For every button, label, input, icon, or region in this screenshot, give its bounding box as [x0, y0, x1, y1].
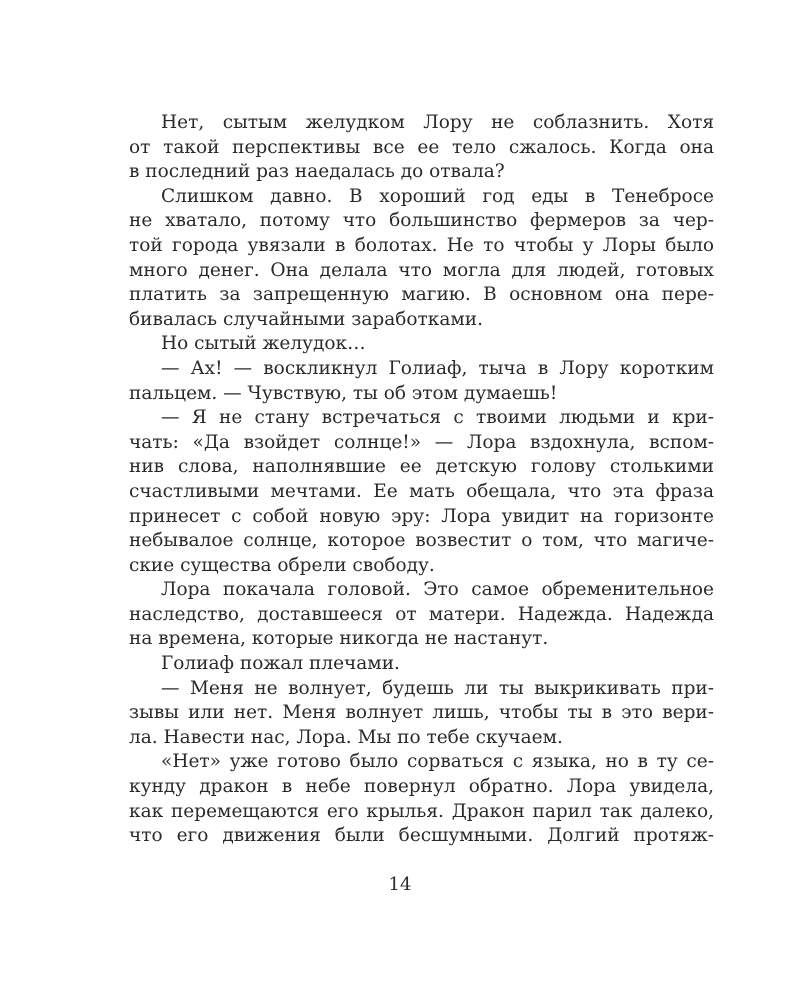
text-line: — Меня не волнует, будешь ли ты выкрикивать при- [161, 677, 714, 699]
text-line: нив слова, наполнявшие ее детскую голову столькими [129, 456, 714, 478]
text-line: от такой перспективы все ее тело сжалось. Когда она [129, 136, 714, 158]
text-line: что его движения были бесшумными. Долгий протяж- [129, 825, 714, 847]
text-line: бивалась случайными заработками. [129, 308, 483, 330]
text-line: Но сытый желудок… [161, 333, 366, 355]
text-line: принесет с собой новую эру: Лора увидит на горизонте [129, 505, 714, 527]
text-line: платить за запрещенную магию. В основном она пере- [129, 284, 714, 306]
text-line: не хватало, потому что большинство фермеров за чер- [129, 210, 714, 232]
text-line: много денег. Она делала что могла для людей, готовых [129, 259, 714, 281]
text-line: Лора покачала головой. Это самое обременительное [161, 579, 714, 601]
text-line: ла. Навести нас, Лора. Мы по тебе скучаем. [129, 726, 563, 748]
page-number: 14 [388, 874, 412, 895]
text-line: зывы или нет. Меня волнует лишь, чтобы ты в это вери- [129, 702, 714, 724]
text-line: небывалое солнце, которое возвестит о том, что магиче- [129, 530, 714, 552]
text-line: кунду дракон в небе повернул обратно. Лора увидела, [129, 776, 714, 798]
body-text [129, 111, 714, 849]
text-line: — Ах! — воскликнул Голиаф, тыча в Лору коротким [161, 357, 714, 379]
text-line: счастливыми мечтами. Ее мать обещала, что эта фраза [129, 480, 714, 502]
text-line: чать: «Да взойдет солнце!» — Лора вздохнула, вспом- [129, 431, 714, 453]
text-line: на времена, которые никогда не настанут. [129, 628, 549, 650]
text-line: — Я не стану встречаться с твоими людьми и кри- [161, 407, 714, 429]
text-line: ские существа обрели свободу. [129, 554, 435, 576]
text-line: «Нет» уже готово было сорваться с языка, но в ту се- [161, 751, 714, 773]
text-line: той города увязали в болотах. Не то чтобы у Лоры было [129, 234, 714, 256]
text-line: как перемещаются его крылья. Дракон парил так далеко, [129, 800, 714, 822]
text-line: Голиаф пожал плечами. [161, 653, 400, 675]
text-line: пальцем. — Чувствую, ты об этом думаешь! [129, 382, 558, 404]
text-line: Слишком давно. В хороший год еды в Тенебросе [161, 185, 714, 207]
text-line: Нет, сытым желудком Лору не соблазнить. Хотя [161, 112, 714, 133]
text-line: наследство, доставшееся от матери. Надежда. Надежда [129, 603, 714, 625]
text-line: в последний раз наедалась до отвала? [129, 161, 505, 183]
